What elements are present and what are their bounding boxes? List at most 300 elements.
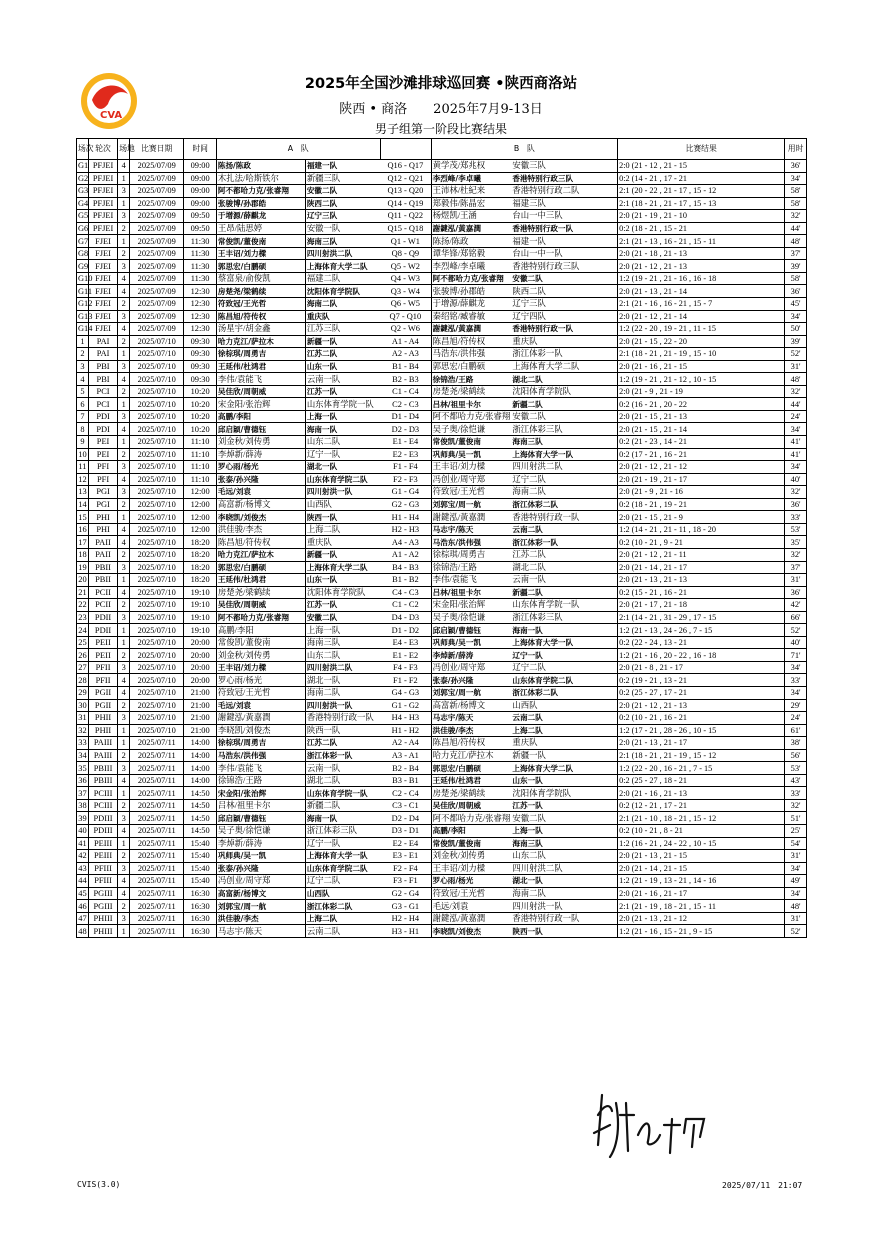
cell-result: 2:0 (21 - 12 , 21 - 11: [618, 548, 785, 561]
cell-court: 3: [118, 862, 130, 875]
cell-matchup: F2 - F3: [380, 473, 431, 486]
logo-text: CVA: [100, 110, 123, 121]
cell-match-no: 15: [78, 512, 87, 522]
cell-court: 2: [118, 448, 130, 461]
cell-date: 2025/07/10: [130, 511, 184, 524]
cell-date: 2025/07/10: [130, 611, 184, 624]
cell-result: 2:0 (21 - 16 , 21 - 15: [618, 360, 785, 373]
cell-round: PGIII: [88, 900, 117, 913]
cell-team-b-name: 福建一队: [511, 235, 617, 248]
cell-team-b-name: 上海一队: [511, 824, 617, 837]
cell-round: PEI: [88, 448, 117, 461]
cell-team-b-name: 浙江体彩二队: [511, 498, 617, 511]
cell-team-a-players: 符致冠/王光哲: [216, 298, 305, 311]
cell-team-b-name: 香港特别行政一队: [511, 323, 617, 336]
table-row: [77, 385, 807, 398]
cell-team-a-players: 王丰诏/刘力樑: [216, 661, 305, 674]
cell-round: PFIII: [88, 875, 117, 888]
cell-round: PBIII: [88, 762, 117, 775]
cell-team-b-players: 吕林/祖里卡尔: [431, 586, 511, 599]
cell-result: 2:0 (21 - 13 , 21 - 13: [618, 574, 785, 587]
cell-time: 11:30: [184, 247, 217, 260]
cell-court: 1: [118, 574, 130, 587]
table-row: [77, 260, 807, 273]
cell-team-a-name: 江苏二队: [305, 348, 380, 361]
cell-result: 2:0 (21 - 15 , 22 - 20: [618, 335, 785, 348]
cell-team-b-players: 巩师典/吴一凯: [431, 636, 511, 649]
cell-round: PFJEI: [88, 210, 117, 223]
cell-time: 09:00: [184, 172, 217, 185]
cell-result: 2:0 (21 - 12 , 21 - 14: [618, 310, 785, 323]
cell-matchup: A1 - A4: [380, 335, 431, 348]
cell-team-a-name: 海南三队: [305, 235, 380, 248]
cell-date: 2025/07/10: [130, 448, 184, 461]
cell-date: 2025/07/11: [130, 787, 184, 800]
cell-matchup: G2 - G4: [380, 887, 431, 900]
cell-date: 2025/07/10: [130, 461, 184, 474]
cell-court: 1: [118, 724, 130, 737]
col-header-round: 轮次: [88, 139, 117, 160]
cell-round: PBI: [88, 360, 117, 373]
cell-duration: 36': [785, 498, 807, 511]
cell-team-a-players: 符致冠/王光哲: [216, 686, 305, 699]
cell-team-a-name: 沈阳体育学院队: [305, 586, 380, 599]
cell-time: 11:10: [184, 436, 217, 449]
cell-team-b-players: 陈扬/陈政: [431, 235, 511, 248]
cell-team-b-players: 常俊凯/董俊南: [431, 436, 511, 449]
table-row: [77, 210, 807, 223]
cell-court: 1: [118, 235, 130, 248]
cell-match-no: G9: [78, 261, 89, 271]
cell-team-a-players: 常俊凯/董俊南: [216, 235, 305, 248]
cell-team-a-players: 房楚尧/梁鹤续: [216, 586, 305, 599]
cell-team-a-players: 陈昌旭/符传权: [216, 536, 305, 549]
cell-team-a-name: 新疆一队: [305, 335, 380, 348]
cell-court: 4: [118, 887, 130, 900]
table-row: [77, 862, 807, 875]
cell-matchup: E1 - E2: [380, 649, 431, 662]
table-row: [77, 222, 807, 235]
cell-result: 2:0 (21 - 18 , 21 - 13: [618, 247, 785, 260]
cell-team-a-name: 辽宁三队: [305, 210, 380, 223]
event-location-date: 陕西 • 商洛 2025年7月9-13日: [339, 102, 543, 117]
cell-team-b-name: 重庆队: [511, 737, 617, 750]
cell-matchup: C3 - C1: [380, 799, 431, 812]
cell-court: 2: [118, 247, 130, 260]
cell-court: 4: [118, 686, 130, 699]
cell-match-no: 22: [78, 600, 87, 610]
cell-time: 20:00: [184, 636, 217, 649]
cell-match-no: 18: [78, 550, 87, 560]
cell-matchup: C2 - C4: [380, 787, 431, 800]
cell-court: 2: [118, 900, 130, 913]
cell-result: 2:0 (21 - 17 , 21 - 18: [618, 599, 785, 612]
cell-team-a-players: 徐棕琪/周勇吉: [216, 348, 305, 361]
cell-match-no: 3: [77, 360, 89, 373]
cell-round: FJEI: [88, 235, 117, 248]
cell-round: PGIII: [88, 887, 117, 900]
cell-team-a-name: 辽宁一队: [305, 448, 380, 461]
table-row: [77, 724, 807, 737]
cell-duration: 32': [785, 385, 807, 398]
cell-court: 3: [118, 661, 130, 674]
cell-time: 15:40: [184, 875, 217, 888]
cell-result: 2:0 (21 - 12 , 21 - 15: [618, 160, 785, 173]
cell-date: 2025/07/11: [130, 837, 184, 850]
cell-time: 14:50: [184, 799, 217, 812]
table-row: [77, 436, 807, 449]
cell-round: PDII: [88, 611, 117, 624]
cell-team-a-players: 李伟/袁能飞: [216, 762, 305, 775]
cell-date: 2025/07/11: [130, 900, 184, 913]
cell-duration: 40': [785, 636, 807, 649]
cell-team-b-name: 台山一中三队: [511, 210, 617, 223]
cell-team-a-name: 上海体育大学二队: [305, 260, 380, 273]
table-row: [77, 611, 807, 624]
cell-time: 09:50: [184, 222, 217, 235]
cell-round: PFIII: [88, 862, 117, 875]
cell-duration: 53': [785, 762, 807, 775]
cell-team-a-name: 四川射洪二队: [305, 247, 380, 260]
table-row: [77, 423, 807, 436]
cell-match-no: 13: [78, 487, 87, 497]
footer-system: CVIS(3.0): [77, 1180, 121, 1189]
cell-time: 18:20: [184, 536, 217, 549]
cell-team-a-name: 江苏二队: [305, 737, 380, 750]
cell-team-a-name: 四川射洪二队: [305, 661, 380, 674]
cell-time: 11:10: [184, 461, 217, 474]
cell-matchup: E2 - E3: [380, 448, 431, 461]
cell-duration: 50': [785, 323, 807, 336]
cell-date: 2025/07/09: [130, 285, 184, 298]
table-row: [77, 197, 807, 210]
table-row: [77, 360, 807, 373]
cell-court: 3: [118, 611, 130, 624]
cell-matchup: C4 - C3: [380, 586, 431, 599]
cell-result: 1:2 (16 - 21 , 24 - 22 , 10 - 15: [618, 837, 785, 850]
cell-round: PFI: [88, 473, 117, 486]
cell-duration: 66': [785, 611, 807, 624]
cell-team-b-players: 谭华锋/郑铭毅: [431, 247, 511, 260]
cell-team-b-players: 徐锦浩/王路: [431, 561, 511, 574]
cell-team-a-name: 山东二队: [305, 649, 380, 662]
cell-matchup: B2 - B4: [380, 762, 431, 775]
table-row: [77, 298, 807, 311]
cell-team-a-players: 哈力克江/萨拉木: [216, 335, 305, 348]
cell-team-b-players: 陈昌旭/符传权: [431, 335, 511, 348]
cell-date: 2025/07/10: [130, 498, 184, 511]
cell-match-no: 16: [78, 525, 87, 535]
cell-duration: 33': [785, 511, 807, 524]
cell-date: 2025/07/09: [130, 160, 184, 173]
cell-team-a-players: 吕林/祖里卡尔: [216, 799, 305, 812]
cell-team-a-players: 房楚尧/梁鹤续: [216, 285, 305, 298]
cell-team-b-name: 陕西一队: [511, 925, 617, 938]
cell-match-no: 46: [78, 901, 87, 911]
cell-team-b-players: 陈昌旭/符传权: [431, 737, 511, 750]
cell-duration: 34': [785, 172, 807, 185]
cell-team-b-players: 吴子奥/徐恺谦: [431, 611, 511, 624]
cell-date: 2025/07/10: [130, 724, 184, 737]
cell-time: 21:00: [184, 712, 217, 725]
cell-team-b-players: 毛远/刘袁: [431, 900, 511, 913]
cell-duration: 37': [785, 247, 807, 260]
cell-date: 2025/07/11: [130, 875, 184, 888]
cell-team-a-players: 张骏博/孙郡皓: [216, 197, 305, 210]
cell-date: 2025/07/10: [130, 561, 184, 574]
cell-time: 10:20: [184, 423, 217, 436]
cell-team-b-players: 郭思宏/白鹏硕: [431, 360, 511, 373]
cell-team-a-players: 李焯新/薛涛: [216, 448, 305, 461]
cell-court: 3: [118, 486, 130, 499]
cell-date: 2025/07/10: [130, 423, 184, 436]
cell-result: 0:2 (10 - 21 , 16 - 21: [618, 712, 785, 725]
cell-court: 2: [118, 335, 130, 348]
cell-team-a-name: 山东一队: [305, 360, 380, 373]
cell-date: 2025/07/11: [130, 749, 184, 762]
cell-team-b-name: 香港特别行政一队: [511, 222, 617, 235]
cell-duration: 34': [785, 862, 807, 875]
table-row: [77, 160, 807, 173]
cell-result: 0:2 (16 - 21 , 20 - 22: [618, 398, 785, 411]
cell-team-a-players: 吴佳欣/周朝威: [216, 385, 305, 398]
table-row: [77, 824, 807, 837]
cell-match-no: 28: [78, 675, 87, 685]
cell-team-a-name: 江苏一队: [305, 599, 380, 612]
cell-duration: 58': [785, 185, 807, 198]
cell-team-a-players: 李焯新/薛涛: [216, 837, 305, 850]
cell-team-a-players: 刘金秋/刘传勇: [216, 436, 305, 449]
cell-duration: 54': [785, 837, 807, 850]
cell-round: FJEI: [88, 323, 117, 336]
cell-team-b-players: 冯创业/周守郑: [431, 661, 511, 674]
cell-court: 1: [118, 398, 130, 411]
cell-result: 0:2 (18 - 21 , 19 - 21: [618, 498, 785, 511]
cell-round: PFI: [88, 461, 117, 474]
cell-matchup: F1 - F2: [380, 674, 431, 687]
cell-result: 2:0 (21 - 8 , 21 - 17: [618, 661, 785, 674]
cell-team-a-players: 洪佳骏/李杰: [216, 523, 305, 536]
cell-team-a-players: 王延伟/杜鸿君: [216, 360, 305, 373]
cell-team-b-players: 符致冠/王光哲: [431, 887, 511, 900]
table-row: [77, 272, 807, 285]
table-row: [77, 410, 807, 423]
cell-date: 2025/07/11: [130, 925, 184, 938]
cell-team-a-players: 罗心雨/杨光: [216, 674, 305, 687]
table-row: [77, 185, 807, 198]
cell-time: 21:00: [184, 699, 217, 712]
cell-team-b-name: 安徽三队: [511, 160, 617, 173]
cell-team-b-name: 上海体育大学二队: [511, 762, 617, 775]
cell-time: 14:00: [184, 774, 217, 787]
cell-result: 0:2 (22 - 24 , 13 - 21: [618, 636, 785, 649]
cell-duration: 25': [785, 824, 807, 837]
cell-court: 1: [118, 925, 130, 938]
cell-team-a-name: 湖北一队: [305, 461, 380, 474]
cell-team-a-players: 毛远/刘袁: [216, 699, 305, 712]
cell-time: 14:50: [184, 812, 217, 825]
cell-match-no: 39: [78, 813, 87, 823]
cell-matchup: F3 - F1: [380, 875, 431, 888]
cell-matchup: H1 - H2: [380, 724, 431, 737]
cell-team-b-players: 刘郭宝/周一航: [431, 686, 511, 699]
cell-matchup: Q13 - Q20: [380, 185, 431, 198]
cell-team-b-name: 新疆一队: [511, 749, 617, 762]
cell-time: 09:00: [184, 160, 217, 173]
cell-round: PAI: [88, 335, 117, 348]
cell-court: 1: [118, 837, 130, 850]
cell-team-a-players: 蔡富泉/俞俊凯: [216, 272, 305, 285]
cell-team-a-name: 海南一队: [305, 812, 380, 825]
cell-court: 3: [118, 410, 130, 423]
cell-team-b-players: 王延伟/杜鸿君: [431, 774, 511, 787]
cell-matchup: Q5 - W2: [380, 260, 431, 273]
cell-team-b-players: 謝鍵泓/黃嘉潤: [431, 323, 511, 336]
cell-round: PFJEI: [88, 160, 117, 173]
cell-team-a-name: 山西队: [305, 498, 380, 511]
table-row: [77, 473, 807, 486]
cell-date: 2025/07/10: [130, 686, 184, 699]
cell-match-no: G1: [78, 161, 89, 171]
cell-team-b-players: 刘郭宝/周一航: [431, 498, 511, 511]
cell-matchup: G3 - G1: [380, 900, 431, 913]
cell-result: 0:2 (25 - 27 , 17 - 21: [618, 686, 785, 699]
cell-match-no: 36: [78, 776, 87, 786]
cell-team-b-name: 香港特别行政一队: [511, 912, 617, 925]
cell-result: 2:0 (21 - 14 , 21 - 17: [618, 561, 785, 574]
cell-team-a-players: 马浩东/洪伟强: [216, 749, 305, 762]
cell-court: 3: [118, 712, 130, 725]
cell-team-a-name: 陕西一队: [305, 724, 380, 737]
cell-result: 2:0 (21 - 12 , 21 - 12: [618, 461, 785, 474]
cell-date: 2025/07/10: [130, 473, 184, 486]
cell-date: 2025/07/11: [130, 799, 184, 812]
cell-duration: 40': [785, 473, 807, 486]
cell-result: 2:0 (21 - 12 , 21 - 13: [618, 699, 785, 712]
table-row: [77, 599, 807, 612]
cell-time: 12:30: [184, 285, 217, 298]
results-table-body: [77, 160, 807, 938]
cell-court: 1: [118, 737, 130, 750]
cell-result: 1:2 (21 - 16 , 15 - 21 , 9 - 15: [618, 925, 785, 938]
cell-duration: 34': [785, 661, 807, 674]
cell-court: 2: [118, 222, 130, 235]
cell-match-no: 19: [78, 562, 87, 572]
cell-team-b-name: 新疆二队: [511, 398, 617, 411]
cell-result: 2:0 (21 - 15 , 21 - 14: [618, 423, 785, 436]
cell-time: 19:10: [184, 624, 217, 637]
cell-duration: 39': [785, 335, 807, 348]
cell-team-b-name: 浙江体彩三队: [511, 423, 617, 436]
cell-court: 2: [118, 799, 130, 812]
cell-round: PGI: [88, 498, 117, 511]
cell-duration: 42': [785, 599, 807, 612]
cell-team-a-name: 辽宁二队: [305, 875, 380, 888]
cell-duration: 52': [785, 348, 807, 361]
cell-date: 2025/07/09: [130, 323, 184, 336]
cell-matchup: Q16 - Q17: [380, 160, 431, 173]
table-row: [77, 837, 807, 850]
cell-match-no: G11: [78, 286, 93, 296]
cell-team-b-players: 徐锦浩/王路: [431, 373, 511, 386]
cell-matchup: D2 - D3: [380, 423, 431, 436]
cell-time: 09:30: [184, 335, 217, 348]
cell-result: 2:0 (21 - 14 , 21 - 15: [618, 862, 785, 875]
cell-duration: 33': [785, 787, 807, 800]
cell-team-b-name: 辽宁三队: [511, 298, 617, 311]
cell-date: 2025/07/10: [130, 586, 184, 599]
cell-team-b-players: 罗心雨/杨光: [431, 875, 511, 888]
cell-team-a-players: 张泰/孙兴隆: [216, 473, 305, 486]
cell-time: 09:00: [184, 185, 217, 198]
cell-team-b-name: 山东体育学院二队: [511, 674, 617, 687]
cell-matchup: A4 - A3: [380, 536, 431, 549]
cell-match-no: 47: [78, 914, 87, 924]
cell-time: 09:00: [184, 197, 217, 210]
cell-result: 1:2 (21 - 19 , 13 - 21 , 14 - 16: [618, 875, 785, 888]
cell-matchup: H3 - H1: [380, 925, 431, 938]
table-row: [77, 749, 807, 762]
cell-team-a-players: 张泰/孙兴隆: [216, 862, 305, 875]
col-header-match: 场次: [77, 139, 89, 160]
cell-time: 15:40: [184, 862, 217, 875]
cell-matchup: D4 - D3: [380, 611, 431, 624]
table-row: [77, 285, 807, 298]
cell-team-a-name: 湖北一队: [305, 674, 380, 687]
table-row: [77, 636, 807, 649]
col-header-time: 时间: [184, 139, 217, 160]
cell-duration: 34': [785, 423, 807, 436]
col-header-team-a: A 队: [216, 139, 380, 160]
cell-time: 11:30: [184, 260, 217, 273]
cell-match-no: G8: [78, 249, 89, 259]
cell-court: 1: [118, 197, 130, 210]
cell-matchup: C1 - C4: [380, 385, 431, 398]
cell-team-a-name: 山东体育学院二队: [305, 862, 380, 875]
cell-duration: 43': [785, 774, 807, 787]
cell-court: 4: [118, 285, 130, 298]
cell-team-a-name: 上海一队: [305, 410, 380, 423]
cell-duration: 31': [785, 912, 807, 925]
cell-match-no: 43: [78, 863, 87, 873]
cell-round: PHII: [88, 724, 117, 737]
cell-result: 2:0 (21 - 9 , 21 - 16: [618, 486, 785, 499]
cell-team-b-name: 浙江体彩一队: [511, 536, 617, 549]
cell-match-no: 33: [78, 738, 87, 748]
cell-duration: 34': [785, 310, 807, 323]
cell-round: PFII: [88, 661, 117, 674]
cell-team-b-players: 张骏博/孙郡皓: [431, 285, 511, 298]
cell-team-b-name: 安徽二队: [511, 272, 617, 285]
cell-time: 14:00: [184, 749, 217, 762]
cell-team-a-players: 李晓凯/刘俊杰: [216, 511, 305, 524]
cell-team-a-players: 高鹏/李阳: [216, 624, 305, 637]
cell-duration: 32': [785, 210, 807, 223]
cell-matchup: Q4 - W3: [380, 272, 431, 285]
cell-matchup: H2 - H4: [380, 912, 431, 925]
cell-round: PDI: [88, 423, 117, 436]
cell-duration: 41': [785, 448, 807, 461]
cell-date: 2025/07/10: [130, 712, 184, 725]
cell-date: 2025/07/10: [130, 486, 184, 499]
cell-time: 15:40: [184, 837, 217, 850]
cell-matchup: F1 - F4: [380, 461, 431, 474]
cell-matchup: F2 - F4: [380, 862, 431, 875]
cell-round: PGII: [88, 686, 117, 699]
cell-result: 2:0 (21 - 13 , 21 - 17: [618, 737, 785, 750]
cell-matchup: D1 - D2: [380, 624, 431, 637]
table-row: [77, 536, 807, 549]
